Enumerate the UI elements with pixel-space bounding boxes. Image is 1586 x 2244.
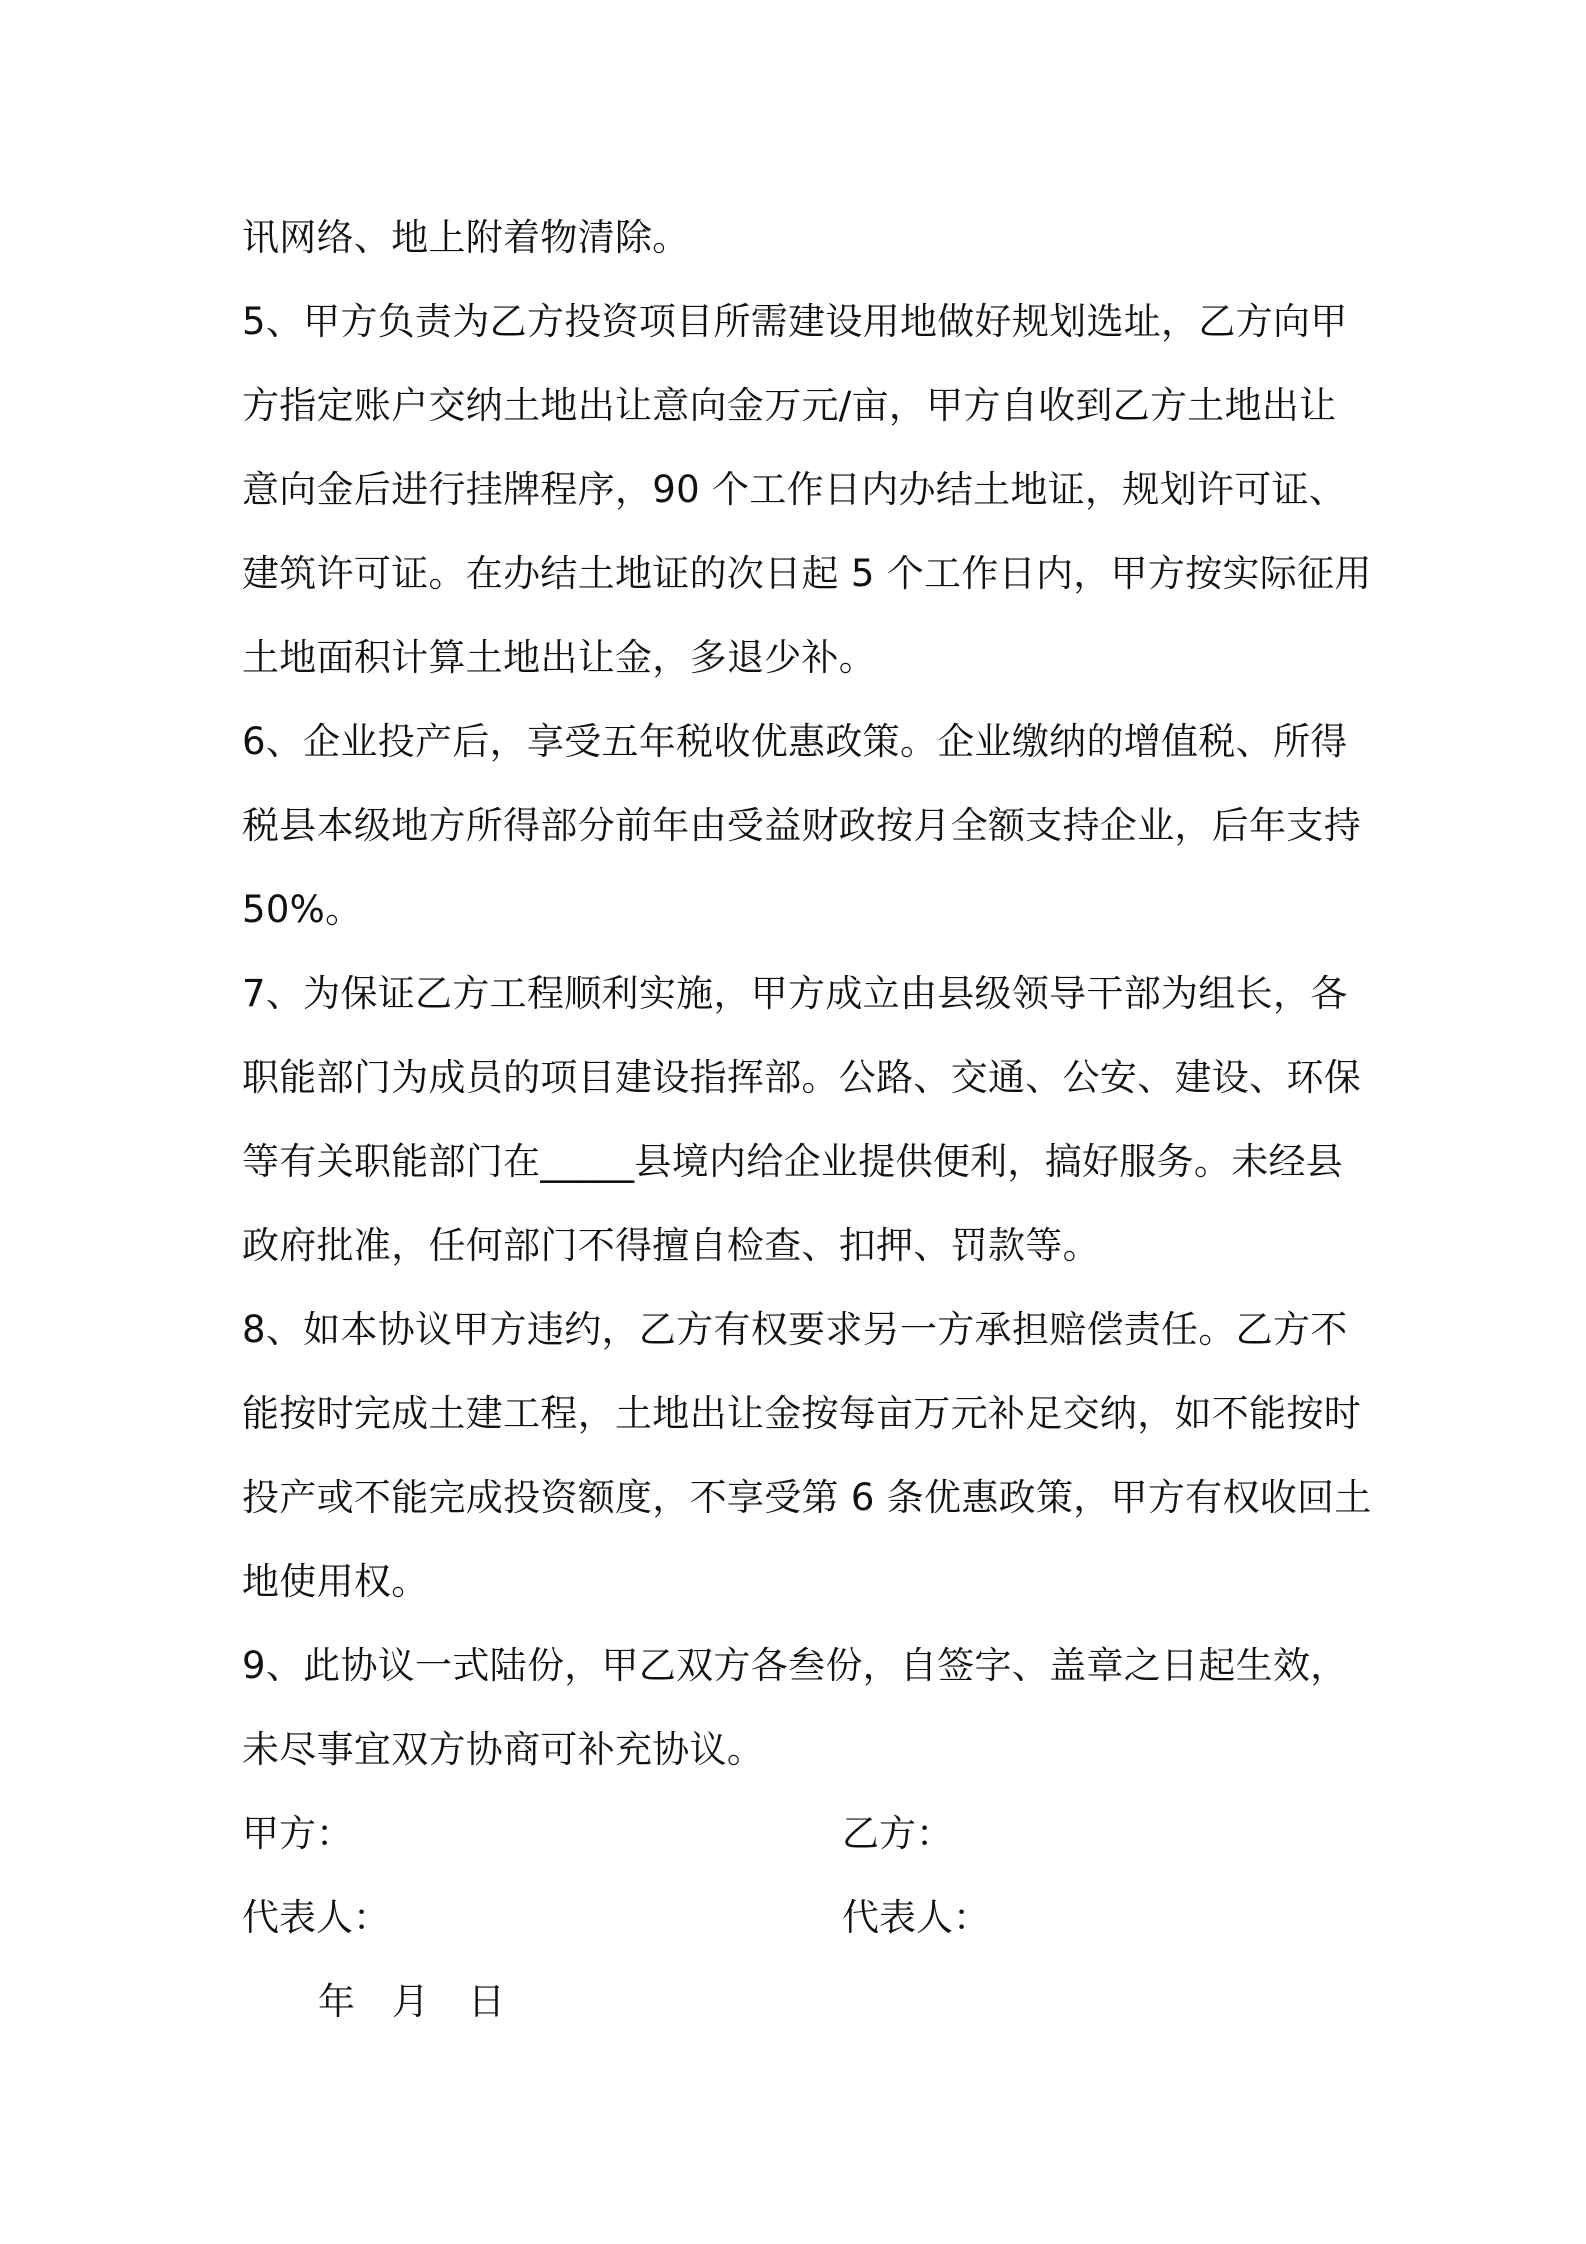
representative-a-label: 代表人： [242, 1896, 390, 1939]
clause-8-line: 8、如本协议甲方违约，乙方有权要求另一方承担赔偿责任。乙方不 [242, 1308, 1348, 1351]
month-label: 月 [392, 1980, 429, 2023]
clause-5-line: 建筑许可证。在办结土地证的次日起 5 个工作日内，甲方按实际征用 [242, 552, 1372, 595]
clause-6-line: 6、企业投产后，享受五年税收优惠政策。企业缴纳的增值税、所得 [242, 720, 1348, 763]
clause-8-line: 地使用权。 [242, 1560, 429, 1603]
party-row [242, 1792, 1362, 1876]
agreement-body [242, 196, 1372, 2044]
clause-7-line: 7、为保证乙方工程顺利实施，甲方成立由县级领导干部为组长，各 [242, 972, 1348, 1015]
clause-5-line: 土地面积计算土地出让金，多退少补。 [242, 636, 877, 679]
representative-b-label: 代表人： [842, 1896, 990, 1939]
clause-6-line: 50%。 [242, 888, 363, 931]
clause-7-line: 职能部门为成员的项目建设指挥部。公路、交通、公安、建设、环保 [242, 1056, 1361, 1099]
clause-5-line: 方指定账户交纳土地出让意向金万元/亩，甲方自收到乙方土地出让 [242, 384, 1337, 427]
year-label: 年 [318, 1980, 355, 2023]
clause-8-line: 能按时完成土建工程，土地出让金按每亩万元补足交纳，如不能按时 [242, 1392, 1361, 1435]
clause-8-line: 投产或不能完成投资额度，不享受第 6 条优惠政策，甲方有权收回土 [242, 1476, 1372, 1519]
clause-7-line: 政府批准，任何部门不得擅自检查、扣押、罚款等。 [242, 1224, 1100, 1267]
party-b-label: 乙方： [842, 1812, 953, 1855]
clause-9-line: 未尽事宜双方协商可补充协议。 [242, 1728, 765, 1771]
clause-5-line: 意向金后进行挂牌程序，90 个工作日内办结土地证，规划许可证、 [242, 468, 1347, 511]
clause-6-line: 税县本级地方所得部分前年由受益财政按月全额支持企业，后年支持 [242, 804, 1361, 847]
clause-7-line: 等有关职能部门在_____县境内给企业提供便利，搞好服务。未经县 [242, 1140, 1344, 1183]
clause-5-line: 5、甲方负责为乙方投资项目所需建设用地做好规划选址，乙方向甲 [242, 300, 1348, 343]
representative-row [242, 1876, 1362, 1960]
clause-9-line: 9、此协议一式陆份，甲乙双方各叁份，自签字、盖章之日起生效， [242, 1644, 1348, 1687]
date-row [242, 1960, 1362, 2044]
day-label: 日 [468, 1980, 505, 2023]
party-a-label: 甲方： [242, 1812, 353, 1855]
text-line: 讯网络、地上附着物清除。 [242, 216, 690, 259]
